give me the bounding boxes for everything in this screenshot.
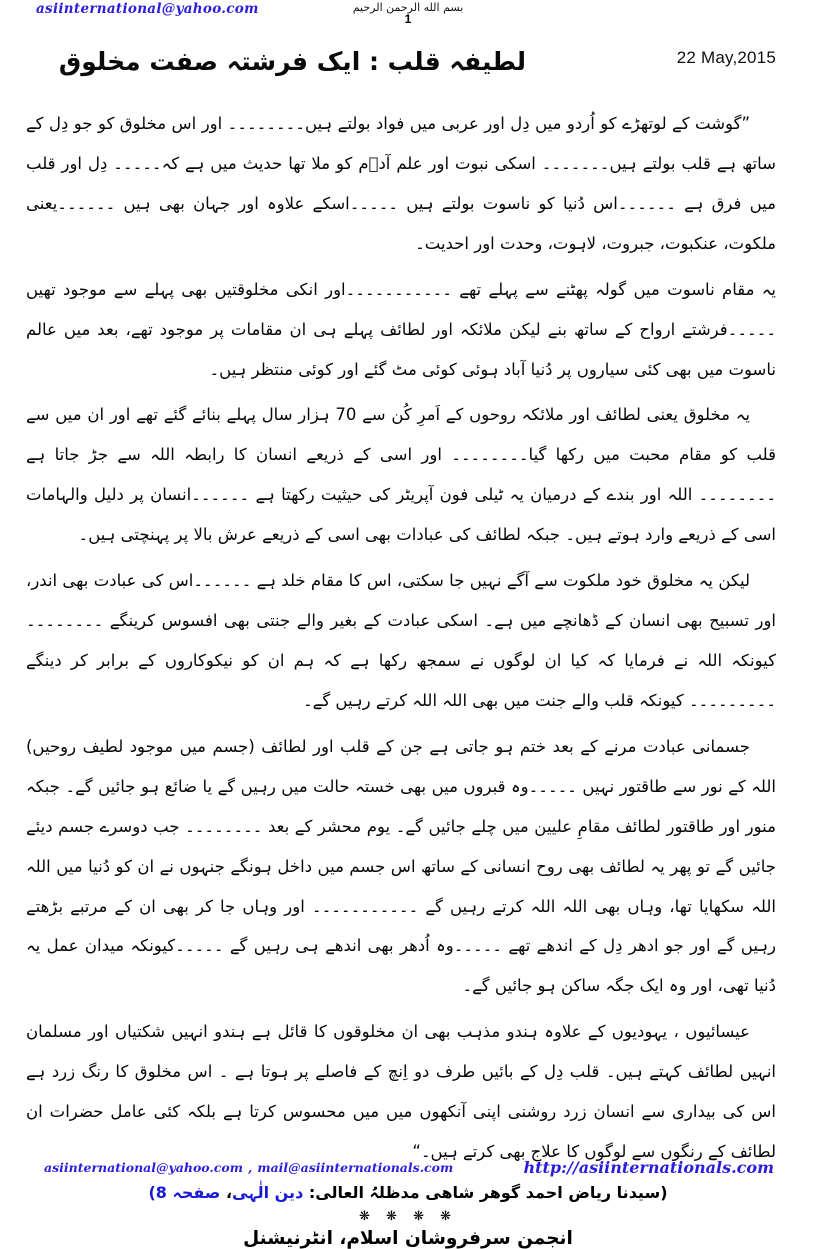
citation-line: (سیدنا ریاض احمد گوھر شاھی مدظلہُ العالی: دین الٰہی، صفحہ 8): [148, 1182, 668, 1202]
body-paragraph: یہ مقام ناسوت میں گولہ پھٹنے سے پہلے تھے ۔۔۔۔۔۔۔۔۔۔۔اور انکی مخلوقتیں بھی پہلے سے موجود تھیں ۔۔۔۔۔فرشتے ارواح کے ساتھ بنے لیکن ملائکہ اور لطائف پہلے ہی ان مقامات پر موجود تھے، بعد میں عالم ناسوت میں بھی کئی سیاروں پر دُنیا آباد ہوئی کوئی مٹ گئے اور کوئی منتظر ہیں۔: [26, 279, 776, 379]
title-row: [0, 40, 816, 102]
body-paragraph: یہ مخلوق یعنی لطائف اور ملائکہ روحوں کے اَمرِ کُن سے 70 ہزار سال پہلے بنائے گئے تھے اور ان میں سے قلب کو مقام محبت میں رکھا گیا۔۔۔۔۔۔۔۔ اور اسی کے ذریعے انسان کا رابطہ اللہ سے جڑ جاتا ہے ۔۔۔۔۔۔۔۔ اللہ اور بندے کے درمیان یہ ٹیلی فون آپریٹر کی حیثیت رکھتا ہے ۔۔۔۔۔۔انسان پر دلیل والہامات اسی کے ذریعے وارد ہوتے ہیں۔ جبکہ لطائف کی عبادات بھی اسی کے ذریعے عرش بالا پر پہنچتی ہیں۔: [26, 405, 776, 545]
body-paragraph: ”گوشت کے لوتھڑے کو اُردو میں دِل اور عربی میں فواد بولتے ہیں۔۔۔۔۔۔۔۔ اور اس مخلوق کو جو دِل کے ساتھ ہے قلب بولتے ہیں۔۔۔۔۔۔۔ اسکی نبوت اور علم آدؑم کو ملا تھا حدیث میں ہے کہ۔۔۔۔۔ دِل اور قلب میں فرق ہے ۔۔۔۔۔۔اس دُنیا کو ناسوت بولتے ہیں ۔۔۔۔۔اسکے علاوہ اور جہان بھی ہیں ۔۔۔۔۔۔یعنی ملکوت، عنکبوت، جبروت، لاہوت، وحدت اور احدیت۔: [26, 114, 776, 253]
citation-author: (سیدنا ریاض احمد گوھر شاھی مدظلہُ العالی:: [308, 1182, 668, 1202]
page-number: 1: [404, 12, 412, 27]
footer-email-secondary[interactable]: mail@asiinternationals.com: [257, 1160, 454, 1175]
body-paragraph: جسمانی عبادت مرنے کے بعد ختم ہو جاتی ہے جن کے قلب اور لطائف (جسم میں موجود لطیف روحیں) اللہ کے نور سے طاقتور نہیں ۔۔۔۔۔وہ قبروں میں بھی خستہ حالت میں رہیں گے یا ضائع ہو جائیں گے۔ جبکہ منور اور طاقتور لطائف مقامِ علیین میں چلے جائیں گے۔ یوم محشر کے بعد ۔۔۔۔۔۔۔۔ جب دوسرے جسم دیئے جائیں گے تو پھر یہ لطائف بھی روح انسانی کے ساتھ اس جسم میں داخل ہونگے جنہوں نے ان کو دُنیا میں اللہ اللہ سکھایا تھا، وہاں بھی اللہ اللہ کرتے رہیں گے ۔۔۔۔۔۔۔۔۔۔۔ اور وہاں جا کر بھی ان کے مرتبے بڑھتے رہیں گے اور جو ادھر دِل کے اندھے تھے ۔۔۔۔۔وہ اُدھر بھی اندھے ہی رہیں گے ۔۔۔۔۔کیونکہ میدان عمل یہ دُنیا تھی، اور وہ ایک جگہ ساکن ہو جائیں گے۔: [26, 736, 776, 996]
footer-website-link[interactable]: http://asiinternationals.com: [523, 1158, 774, 1177]
body-paragraph: عیسائیوں ، یہودیوں کے علاوہ ہندو مذہب بھی ان مخلوقوں کا قائل ہے ہندو انہیں شکتیاں اور مسلمان انہیں لطائف کہتے ہیں۔ قلب دِل کے بائیں طرف دو اِنچ کے فاصلے پر ہوتا ہے ۔ اس مخلوق کا رنگ زرد ہے اس کی بیداری سے انسان زرد روشنی اپنی آنکھوں میں میں محسوس کرتا ہے بلکہ کئی عامل حضرات ان لطائف کے رنگوں سے لوگوں کا علاج بھی کرتے ہیں۔“: [26, 1022, 776, 1162]
article-body: [0, 104, 816, 1172]
citation-book-title: دین الٰہی: [232, 1182, 304, 1202]
organization-name: انجمن سرفروشان اسلام، انٹرنیشنل: [243, 1227, 573, 1249]
citation-page-reference: صفحہ 8): [148, 1182, 221, 1202]
header-email-address[interactable]: asiinternational@yahoo.com: [36, 1, 259, 17]
footer-email-separator: ,: [247, 1160, 253, 1175]
bismillah-block: [0, 2, 816, 26]
article-date: 22 May,2015: [676, 48, 776, 67]
body-paragraph: لیکن یہ مخلوق خود ملکوت سے آگے نہیں جا سکتی، اس کا مقام خلد ہے ۔۔۔۔۔۔اس کی عبادت بھی اندر، اور تسبیح بھی انسان کے ڈھانچے میں ہے۔ اسکی عبادت کے بغیر والے جنتی بھی افسوس کرینگے ۔۔۔۔۔۔۔۔کیونکہ اللہ نے فرمایا کہ کیا ان لوگوں نے سمجھ رکھا ہے کہ ہم ان کو نیکوکاروں کے برابر کر دینگے ۔۔۔۔۔۔۔۔۔ کیونکہ قلب والے جنت میں بھی اللہ اللہ کرتے رہیں گے۔: [26, 571, 776, 710]
page-title: لطیفہ قلب : ایک فرشتہ صفت مخلوق: [58, 47, 526, 76]
footer-email-group: [44, 1160, 453, 1175]
footer-email-primary[interactable]: asiinternational@yahoo.com: [44, 1160, 243, 1175]
ornament-divider-icon: ❋ ❋ ❋ ❋: [359, 1208, 457, 1224]
page-footer: [0, 1160, 816, 1186]
bismillah-text: بسم الله الرحمن الرحيم: [352, 1, 464, 14]
page-header: [0, 0, 816, 104]
